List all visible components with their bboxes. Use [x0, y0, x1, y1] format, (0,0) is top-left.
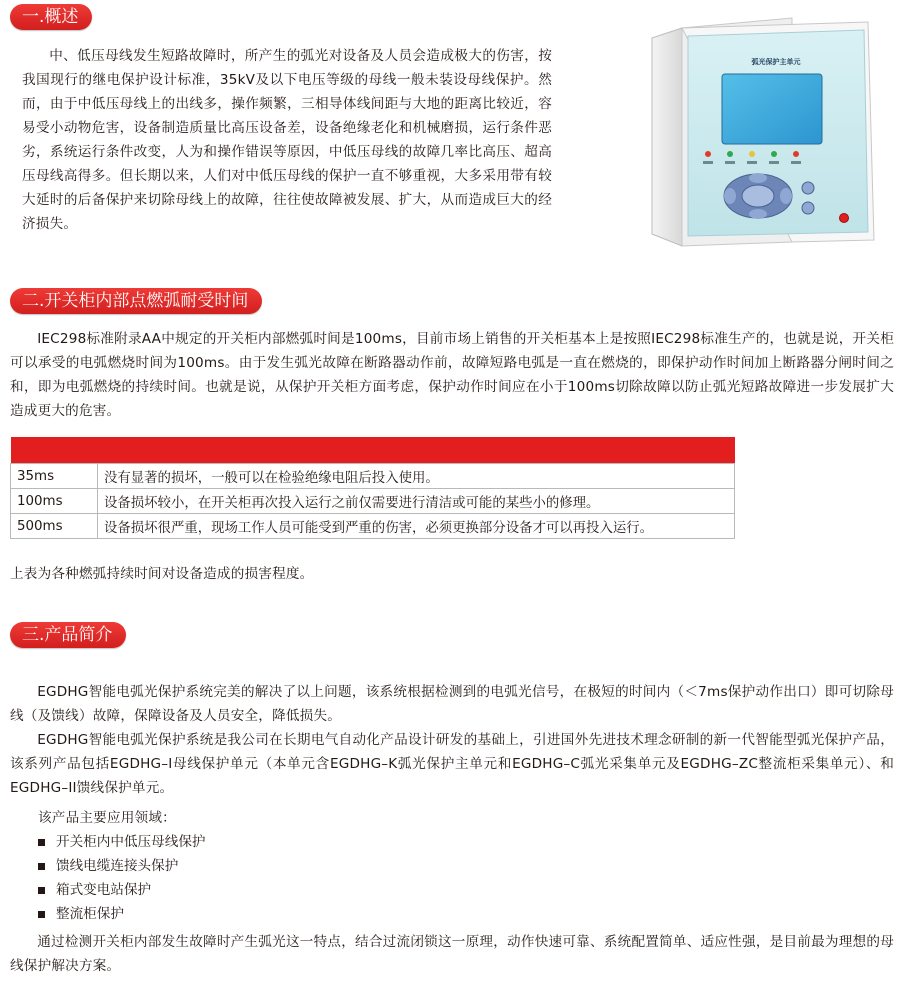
overview-paragraph: 中、低压母线发生短路故障时，所产生的弧光对设备及人员会造成极大的伤害，按我国现行的继电保护设计标准，35kV及以下电压等级的母线一般未装设母线保护。然而，由于中低压母线上的出线多，操作频繁，三相导体线间距与大地的距离比较近，容易受小动物危害，设备制造质量比高压设备差，设备绝缘老化和机械磨损，运行条件恶劣，系统运行条件改变，人为和操作错误等原因，中低压母线的故障几率比高压、超高压母线高得多。但长期以来，人们对中低压母线的保护一直不够重视，大多采用带有较大延时的后备保护来切除母线上的故障，往往使故障被发展、扩大，从而造成巨大的经济损失。: [22, 48, 552, 232]
table-cell-damage: 设备损坏很严重，现场工作人员可能受到严重的伤害，必须更换部分设备才可以再投入运行。: [98, 514, 735, 539]
list-item-label: 箱式变电站保护: [56, 882, 152, 898]
bullet-square-icon: [38, 839, 45, 846]
table-row: [11, 464, 735, 489]
arc-time-paragraph: IEC298标准附录AA中规定的开关柜内部燃弧时间是100ms，目前市场上销售的开关柜基本上是按照IEC298标准生产的，也就是说，开关柜可以承受的电弧燃烧时间为100ms。由于发生弧光故障在断路器动作前，故障短路电弧是一直在燃烧的，即保护动作时间加上断路器分闸时间之和，即为电弧燃烧的持续时间。也就是说，从保护开关柜方面考虑，保护动作时间应在小于100ms切除故障以防止弧光短路故障进一步发展扩大造成更大的危害。: [10, 331, 894, 419]
applications-heading: 该产品主要应用领域：: [38, 810, 176, 826]
list-item-label: 开关柜内中低压母线保护: [56, 834, 206, 850]
table-note: 上表为各种燃弧持续时间对设备造成的损害程度。: [10, 566, 314, 582]
table-row: [11, 514, 735, 539]
list-item: [38, 830, 206, 854]
product-paragraph-1: EGDHG智能电弧光保护系统完美的解决了以上问题，该系统根据检测到的电弧光信号，在极短的时间内（＜7ms保护动作出口）即可切除母线（及馈线）故障，保障设备及人员安全，降低损失。: [10, 684, 894, 724]
table-cell-damage: 设备损坏较小，在开关柜再次投入运行之前仅需要进行清洁或可能的某些小的修理。: [98, 489, 735, 514]
conclusion-paragraph: 通过检测开关柜内部发生故障时产生弧光这一特点，结合过流闭锁这一原理，动作快速可靠、系统配置简单、适应性强，是目前最为理想的母线保护解决方案。: [10, 934, 894, 974]
arc-damage-table: [10, 437, 735, 539]
bullet-square-icon: [38, 863, 45, 870]
table-cell-time: 500ms: [11, 514, 98, 539]
list-item: [38, 902, 206, 926]
list-item: [38, 854, 206, 878]
table-header-bar: [11, 437, 735, 464]
device-reset-button: [840, 214, 849, 223]
section-title-product: 三.产品简介: [10, 622, 126, 648]
applications-list: [38, 830, 206, 926]
section-title-arc-time: 二.开关柜内部点燃弧耐受时间: [10, 288, 262, 314]
device-lcd-screen: [722, 74, 822, 144]
bullet-square-icon: [38, 911, 45, 918]
table-cell-time: 100ms: [11, 489, 98, 514]
bullet-square-icon: [38, 887, 45, 894]
table-cell-damage: 没有显著的损坏，一般可以在检验绝缘电阻后投入使用。: [98, 464, 735, 489]
list-item-label: 整流柜保护: [56, 906, 124, 922]
product-paragraph-2: EGDHG智能电弧光保护系统是我公司在长期电气自动化产品设计研发的基础上，引进国外先进技术理念研制的新一代智能型弧光保护产品，该系列产品包括EGDHG–I母线保护单元（本单元含EGDHG–K弧光保护主单元和EGDHG–C弧光采集单元及EGDHG–ZC整流柜采集单元）、和EGDHG–II馈线保护单元。: [10, 732, 894, 796]
arc-protection-device-image: [648, 10, 888, 260]
section-title-overview: 一.概述: [10, 4, 92, 30]
table-cell-time: 35ms: [11, 464, 98, 489]
table-row: [11, 489, 735, 514]
device-illustration: [648, 10, 888, 260]
device-panel-label: 弧光保护主单元: [751, 58, 801, 66]
list-item-label: 馈线电缆连接头保护: [56, 858, 179, 874]
list-item: [38, 878, 206, 902]
